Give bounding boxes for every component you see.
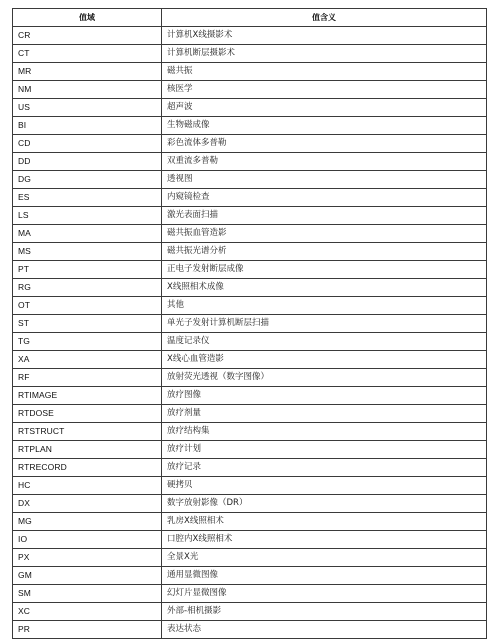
table-row — [13, 207, 487, 225]
modality-code-table — [12, 8, 487, 639]
code-cell: RTRECORD — [13, 459, 162, 477]
code-cell: LS — [13, 207, 162, 225]
table-row — [13, 495, 487, 513]
code-cell: XA — [13, 351, 162, 369]
table-row — [13, 243, 487, 261]
code-cell: RTSTRUCT — [13, 423, 162, 441]
table-row — [13, 603, 487, 621]
meaning-cell: 激光表面扫描 — [162, 207, 487, 225]
table-row — [13, 81, 487, 99]
code-cell: MG — [13, 513, 162, 531]
code-cell: PX — [13, 549, 162, 567]
meaning-cell: 核医学 — [162, 81, 487, 99]
meaning-cell: 硬拷贝 — [162, 477, 487, 495]
code-cell: CD — [13, 135, 162, 153]
code-cell: XC — [13, 603, 162, 621]
table-row — [13, 135, 487, 153]
table-row — [13, 63, 487, 81]
meaning-cell: 生物磁成像 — [162, 117, 487, 135]
code-cell: MS — [13, 243, 162, 261]
meaning-cell: 超声波 — [162, 99, 487, 117]
meaning-cell: 计算机断层摄影术 — [162, 45, 487, 63]
table-row — [13, 387, 487, 405]
meaning-cell: 磁共振光谱分析 — [162, 243, 487, 261]
table-row — [13, 567, 487, 585]
meaning-cell: 放疗图像 — [162, 387, 487, 405]
meaning-cell: 乳房X线照相术 — [162, 513, 487, 531]
meaning-cell: 放射荧光透视（数字图像） — [162, 369, 487, 387]
meaning-cell: 数字放射影像（DR） — [162, 495, 487, 513]
table-row — [13, 531, 487, 549]
code-cell: PT — [13, 261, 162, 279]
meaning-cell: 单光子发射计算机断层扫描 — [162, 315, 487, 333]
table-row — [13, 477, 487, 495]
table-row — [13, 459, 487, 477]
meaning-cell: 口腔内X线照相术 — [162, 531, 487, 549]
meaning-cell: 彩色流体多普勒 — [162, 135, 487, 153]
table-body — [13, 27, 487, 639]
code-cell: TG — [13, 333, 162, 351]
meaning-cell: 其他 — [162, 297, 487, 315]
code-cell: RTPLAN — [13, 441, 162, 459]
table-row — [13, 279, 487, 297]
code-cell: RF — [13, 369, 162, 387]
meaning-cell: 全景X光 — [162, 549, 487, 567]
code-cell: RG — [13, 279, 162, 297]
table-row — [13, 315, 487, 333]
code-cell: BI — [13, 117, 162, 135]
code-cell: NM — [13, 81, 162, 99]
table-row — [13, 117, 487, 135]
meaning-cell: 表达状态 — [162, 621, 487, 639]
code-cell: SM — [13, 585, 162, 603]
meaning-cell: 外部-相机摄影 — [162, 603, 487, 621]
meaning-cell: 计算机X线摄影术 — [162, 27, 487, 45]
code-cell: MR — [13, 63, 162, 81]
code-cell: DG — [13, 171, 162, 189]
meaning-cell: X线心血管造影 — [162, 351, 487, 369]
header-value-meaning: 值含义 — [162, 9, 487, 27]
code-cell: MA — [13, 225, 162, 243]
table-row — [13, 513, 487, 531]
meaning-cell: 放疗计划 — [162, 441, 487, 459]
table-row — [13, 27, 487, 45]
table-row — [13, 297, 487, 315]
meaning-cell: 幻灯片显微图像 — [162, 585, 487, 603]
meaning-cell: 双重流多普勒 — [162, 153, 487, 171]
table-row — [13, 99, 487, 117]
meaning-cell: X线照相术成像 — [162, 279, 487, 297]
meaning-cell: 温度记录仪 — [162, 333, 487, 351]
table-row — [13, 585, 487, 603]
code-cell: OT — [13, 297, 162, 315]
meaning-cell: 通用显微图像 — [162, 567, 487, 585]
meaning-cell: 放疗记录 — [162, 459, 487, 477]
code-cell: GM — [13, 567, 162, 585]
table-row — [13, 369, 487, 387]
code-cell: CT — [13, 45, 162, 63]
meaning-cell: 放疗结构集 — [162, 423, 487, 441]
table-row — [13, 225, 487, 243]
meaning-cell: 正电子发射断层成像 — [162, 261, 487, 279]
table-row — [13, 171, 487, 189]
table-row — [13, 261, 487, 279]
table-row — [13, 441, 487, 459]
code-cell: US — [13, 99, 162, 117]
code-cell: ST — [13, 315, 162, 333]
meaning-cell: 透视图 — [162, 171, 487, 189]
table-row — [13, 351, 487, 369]
code-cell: DX — [13, 495, 162, 513]
table-row — [13, 153, 487, 171]
table-row — [13, 45, 487, 63]
meaning-cell: 内窥镜检查 — [162, 189, 487, 207]
table-row — [13, 549, 487, 567]
meaning-cell: 磁共振血管造影 — [162, 225, 487, 243]
code-cell: ES — [13, 189, 162, 207]
code-cell: DD — [13, 153, 162, 171]
table-row — [13, 621, 487, 639]
table-row — [13, 333, 487, 351]
table-row — [13, 423, 487, 441]
meaning-cell: 磁共振 — [162, 63, 487, 81]
table-row — [13, 405, 487, 423]
header-code-range: 值域 — [13, 9, 162, 27]
table-row — [13, 189, 487, 207]
code-cell: HC — [13, 477, 162, 495]
code-cell: RTIMAGE — [13, 387, 162, 405]
code-cell: PR — [13, 621, 162, 639]
code-cell: IO — [13, 531, 162, 549]
meaning-cell: 放疗剂量 — [162, 405, 487, 423]
code-cell: RTDOSE — [13, 405, 162, 423]
code-cell: CR — [13, 27, 162, 45]
table-header-row — [13, 9, 487, 27]
